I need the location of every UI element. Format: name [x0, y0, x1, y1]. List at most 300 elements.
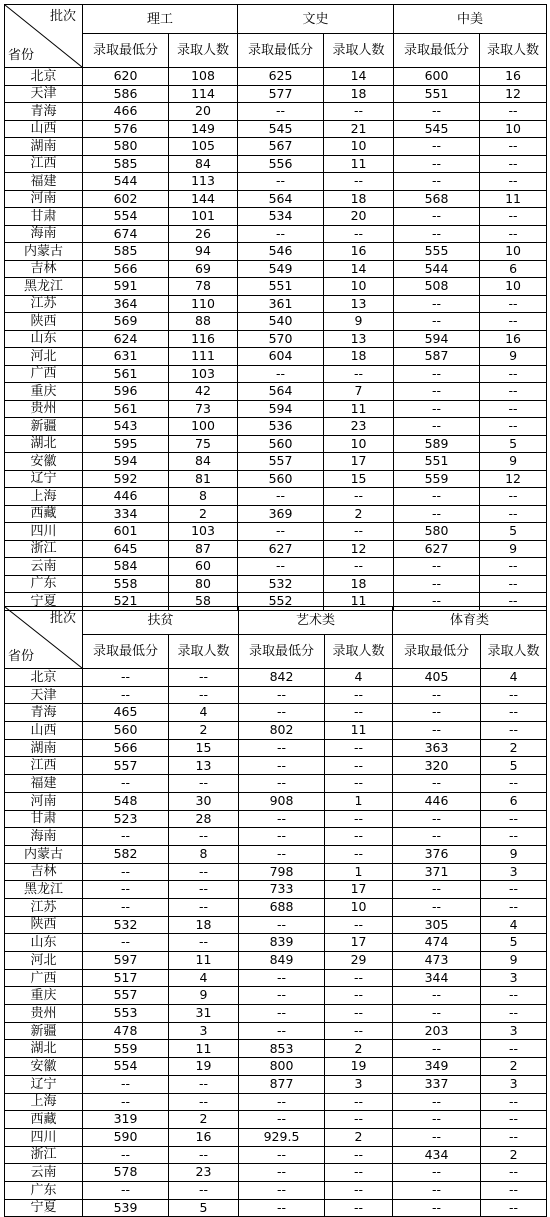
province-cell: 湖北 [5, 1040, 83, 1058]
table-row [5, 1128, 547, 1146]
count-cell: 15 [169, 739, 239, 757]
province-cell: 陕西 [5, 916, 83, 934]
count-cell: -- [325, 757, 393, 775]
min-score-cell: -- [239, 810, 325, 828]
count-cell: 30 [169, 792, 239, 810]
table-row [5, 952, 547, 970]
count-cell: -- [325, 775, 393, 793]
table-row [5, 686, 547, 704]
province-cell: 福建 [5, 173, 83, 191]
province-cell: 甘肃 [5, 208, 83, 226]
count-cell: 10 [324, 278, 394, 296]
min-score-header: 录取最低分 [394, 34, 480, 68]
min-score-cell: 545 [394, 120, 480, 138]
count-cell: -- [169, 934, 239, 952]
count-cell: -- [169, 898, 239, 916]
count-cell: -- [325, 828, 393, 846]
count-cell: -- [324, 225, 394, 243]
province-cell: 广西 [5, 365, 83, 383]
count-cell: -- [325, 704, 393, 722]
min-score-header: 录取最低分 [239, 635, 325, 669]
min-score-cell: -- [239, 1111, 325, 1129]
min-score-cell: 544 [83, 173, 169, 191]
table-row [5, 881, 547, 899]
min-score-cell: -- [83, 669, 169, 687]
min-score-cell: -- [239, 1022, 325, 1040]
min-score-cell: 337 [393, 1075, 481, 1093]
count-cell: 2 [481, 739, 547, 757]
min-score-cell: 544 [394, 260, 480, 278]
table-row [5, 523, 547, 541]
province-cell: 浙江 [5, 540, 83, 558]
min-score-cell: -- [238, 523, 324, 541]
min-score-cell: -- [394, 313, 480, 331]
count-cell: -- [481, 686, 547, 704]
province-cell: 湖南 [5, 138, 83, 156]
min-score-cell: -- [83, 1181, 169, 1199]
min-score-cell: -- [239, 775, 325, 793]
table-row [5, 828, 547, 846]
min-score-cell: -- [239, 1164, 325, 1182]
count-cell: 84 [169, 155, 238, 173]
count-cell: 116 [169, 330, 238, 348]
count-cell: 69 [169, 260, 238, 278]
min-score-cell: 532 [83, 916, 169, 934]
count-cell: -- [480, 488, 547, 506]
province-cell: 吉林 [5, 863, 83, 881]
province-cell: 内蒙古 [5, 845, 83, 863]
min-score-cell: 566 [83, 260, 169, 278]
min-score-cell: 474 [393, 934, 481, 952]
count-header: 录取人数 [169, 635, 239, 669]
min-score-cell: -- [393, 1111, 481, 1129]
min-score-cell: -- [394, 138, 480, 156]
count-cell: 28 [169, 810, 239, 828]
province-cell: 湖北 [5, 435, 83, 453]
table-row [5, 505, 547, 523]
min-score-cell: -- [393, 1164, 481, 1182]
count-cell: -- [480, 593, 547, 611]
count-cell: 9 [480, 453, 547, 471]
count-cell: -- [481, 1005, 547, 1023]
count-cell: 5 [481, 757, 547, 775]
min-score-cell: -- [239, 969, 325, 987]
table-row [5, 190, 547, 208]
count-cell: 18 [324, 348, 394, 366]
count-cell: -- [169, 1146, 239, 1164]
table-row [5, 365, 547, 383]
count-cell: 100 [169, 418, 238, 436]
min-score-cell: 587 [394, 348, 480, 366]
min-score-cell: -- [393, 881, 481, 899]
province-cell: 贵州 [5, 1005, 83, 1023]
count-cell: 87 [169, 540, 238, 558]
min-score-cell: 557 [238, 453, 324, 471]
count-cell: 4 [169, 704, 239, 722]
min-score-cell: 582 [83, 845, 169, 863]
count-cell: -- [481, 1181, 547, 1199]
count-cell: -- [325, 845, 393, 863]
min-score-cell: -- [394, 575, 480, 593]
count-cell: -- [480, 505, 547, 523]
province-cell: 重庆 [5, 383, 83, 401]
min-score-cell: 363 [393, 739, 481, 757]
min-score-cell: 517 [83, 969, 169, 987]
count-cell: 20 [324, 208, 394, 226]
min-score-cell: 540 [238, 313, 324, 331]
province-cell: 广东 [5, 1181, 83, 1199]
min-score-cell: -- [239, 686, 325, 704]
count-cell: 11 [169, 1040, 239, 1058]
table-row [5, 383, 547, 401]
count-cell: 31 [169, 1005, 239, 1023]
count-cell: -- [480, 225, 547, 243]
count-cell: 11 [325, 722, 393, 740]
min-score-cell: -- [394, 155, 480, 173]
min-score-cell: -- [83, 775, 169, 793]
table-row [5, 704, 547, 722]
count-cell: 17 [324, 453, 394, 471]
min-score-header: 录取最低分 [238, 34, 324, 68]
table-row [5, 1022, 547, 1040]
count-cell: 21 [324, 120, 394, 138]
province-cell: 天津 [5, 85, 83, 103]
min-score-cell: -- [83, 881, 169, 899]
min-score-cell: 645 [83, 540, 169, 558]
min-score-cell: 557 [83, 757, 169, 775]
min-score-cell: 577 [238, 85, 324, 103]
count-cell: 4 [481, 916, 547, 934]
province-cell: 北京 [5, 68, 83, 86]
province-cell: 四川 [5, 523, 83, 541]
province-cell: 青海 [5, 704, 83, 722]
count-cell: -- [169, 1181, 239, 1199]
table-row [5, 330, 547, 348]
min-score-cell: 554 [83, 208, 169, 226]
count-cell: -- [325, 810, 393, 828]
group-header: 理工 [83, 5, 238, 34]
min-score-cell: -- [394, 225, 480, 243]
count-header: 录取人数 [480, 34, 547, 68]
corner-batch-label: 批次 [49, 611, 76, 626]
min-score-cell: 594 [83, 453, 169, 471]
min-score-cell: 319 [83, 1111, 169, 1129]
min-score-cell: -- [394, 103, 480, 121]
corner-header [5, 607, 83, 669]
count-cell: -- [481, 898, 547, 916]
count-cell: -- [324, 173, 394, 191]
count-cell: -- [325, 1111, 393, 1129]
min-score-cell: 584 [83, 558, 169, 576]
count-cell: 5 [481, 934, 547, 952]
min-score-cell: 545 [238, 120, 324, 138]
table-row [5, 1164, 547, 1182]
count-cell: 17 [325, 881, 393, 899]
min-score-cell: 595 [83, 435, 169, 453]
min-score-cell: 566 [83, 739, 169, 757]
corner-province-label: 省份 [8, 649, 35, 664]
count-cell: -- [480, 208, 547, 226]
min-score-cell: -- [394, 558, 480, 576]
min-score-cell: -- [239, 916, 325, 934]
table-row [5, 138, 547, 156]
count-cell: -- [481, 1128, 547, 1146]
count-cell: 105 [169, 138, 238, 156]
province-cell: 新疆 [5, 418, 83, 436]
province-cell: 山东 [5, 330, 83, 348]
min-score-cell: -- [394, 488, 480, 506]
min-score-cell: 842 [239, 669, 325, 687]
min-score-cell: -- [83, 828, 169, 846]
count-cell: 19 [325, 1058, 393, 1076]
count-cell: 94 [169, 243, 238, 261]
min-score-cell: -- [394, 400, 480, 418]
count-cell: 18 [169, 916, 239, 934]
province-cell: 浙江 [5, 1146, 83, 1164]
count-cell: 80 [169, 575, 238, 593]
min-score-cell: 532 [238, 575, 324, 593]
province-cell: 山西 [5, 120, 83, 138]
min-score-cell: 585 [83, 243, 169, 261]
count-cell: -- [324, 558, 394, 576]
table-row [5, 739, 547, 757]
min-score-cell: 564 [238, 383, 324, 401]
count-cell: 60 [169, 558, 238, 576]
count-cell: -- [481, 810, 547, 828]
table-row [5, 173, 547, 191]
table-row [5, 155, 547, 173]
min-score-cell: -- [239, 987, 325, 1005]
min-score-cell: 466 [83, 103, 169, 121]
count-cell: -- [481, 1164, 547, 1182]
table-row [5, 810, 547, 828]
count-cell: 58 [169, 593, 238, 611]
min-score-cell: 839 [239, 934, 325, 952]
count-cell: 17 [325, 934, 393, 952]
group-header: 中美 [394, 5, 547, 34]
min-score-cell: 558 [83, 575, 169, 593]
count-cell: -- [324, 103, 394, 121]
count-cell: -- [169, 863, 239, 881]
min-score-cell: 602 [83, 190, 169, 208]
count-cell: -- [481, 1199, 547, 1217]
count-cell: -- [325, 739, 393, 757]
province-cell: 新疆 [5, 1022, 83, 1040]
count-cell: -- [480, 558, 547, 576]
min-score-cell: 594 [238, 400, 324, 418]
min-score-cell: 849 [239, 952, 325, 970]
min-score-cell: 446 [393, 792, 481, 810]
min-score-cell: 203 [393, 1022, 481, 1040]
min-score-cell: -- [393, 810, 481, 828]
table-row [5, 845, 547, 863]
min-score-cell: 523 [83, 810, 169, 828]
min-score-cell: 570 [238, 330, 324, 348]
min-score-cell: -- [393, 704, 481, 722]
province-cell: 黑龙江 [5, 881, 83, 899]
count-cell: 3 [325, 1075, 393, 1093]
min-score-cell: 361 [238, 295, 324, 313]
table-row [5, 313, 547, 331]
count-cell: 19 [169, 1058, 239, 1076]
group-header: 扶贫 [83, 607, 239, 635]
province-cell: 上海 [5, 1093, 83, 1111]
min-score-cell: 539 [83, 1199, 169, 1217]
min-score-cell: -- [238, 488, 324, 506]
min-score-cell: 590 [83, 1128, 169, 1146]
min-score-cell: -- [239, 1146, 325, 1164]
province-cell: 安徽 [5, 453, 83, 471]
count-cell: 149 [169, 120, 238, 138]
table-row [5, 435, 547, 453]
min-score-cell: 554 [83, 1058, 169, 1076]
min-score-cell: 800 [239, 1058, 325, 1076]
min-score-cell: -- [393, 686, 481, 704]
province-cell: 河北 [5, 952, 83, 970]
province-cell: 山西 [5, 722, 83, 740]
min-score-cell: 536 [238, 418, 324, 436]
count-header: 录取人数 [169, 34, 238, 68]
group-header: 体育类 [393, 607, 547, 635]
table-row [5, 260, 547, 278]
count-cell: 16 [480, 330, 547, 348]
min-score-cell: -- [83, 863, 169, 881]
min-score-cell: 553 [83, 1005, 169, 1023]
count-cell: 2 [324, 505, 394, 523]
count-cell: 9 [169, 987, 239, 1005]
min-score-cell: -- [394, 593, 480, 611]
min-score-cell: 334 [83, 505, 169, 523]
table-row [5, 1111, 547, 1129]
province-cell: 重庆 [5, 987, 83, 1005]
table-row [5, 898, 547, 916]
min-score-cell: 631 [83, 348, 169, 366]
count-cell: 73 [169, 400, 238, 418]
count-cell: -- [481, 1111, 547, 1129]
count-cell: -- [324, 365, 394, 383]
count-cell: -- [481, 722, 547, 740]
count-cell: 2 [169, 722, 239, 740]
count-cell: -- [325, 916, 393, 934]
table-row [5, 225, 547, 243]
min-score-cell: 559 [83, 1040, 169, 1058]
min-score-cell: -- [393, 1093, 481, 1111]
table-row [5, 722, 547, 740]
min-score-cell: -- [238, 173, 324, 191]
min-score-cell: 446 [83, 488, 169, 506]
count-cell: -- [480, 575, 547, 593]
min-score-cell: 478 [83, 1022, 169, 1040]
province-cell: 贵州 [5, 400, 83, 418]
count-cell: 3 [481, 1075, 547, 1093]
table-row [5, 1146, 547, 1164]
province-cell: 宁夏 [5, 1199, 83, 1217]
province-cell: 辽宁 [5, 1075, 83, 1093]
min-score-cell: 508 [394, 278, 480, 296]
table-row [5, 208, 547, 226]
min-score-cell: 557 [83, 987, 169, 1005]
min-score-cell: -- [238, 103, 324, 121]
count-cell: 29 [325, 952, 393, 970]
min-score-cell: -- [394, 295, 480, 313]
count-cell: -- [325, 1022, 393, 1040]
count-cell: 10 [480, 120, 547, 138]
province-cell: 江苏 [5, 295, 83, 313]
count-cell: -- [480, 313, 547, 331]
province-cell: 西藏 [5, 1111, 83, 1129]
min-score-cell: 853 [239, 1040, 325, 1058]
province-cell: 上海 [5, 488, 83, 506]
count-cell: 13 [324, 330, 394, 348]
min-score-cell: -- [393, 722, 481, 740]
min-score-cell: -- [238, 558, 324, 576]
table-row [5, 1040, 547, 1058]
corner-province-label: 省份 [8, 48, 35, 63]
count-cell: 4 [169, 969, 239, 987]
count-cell: 88 [169, 313, 238, 331]
min-score-cell: 534 [238, 208, 324, 226]
count-cell: 18 [324, 190, 394, 208]
table-row [5, 470, 547, 488]
count-cell: -- [325, 1181, 393, 1199]
count-cell: 11 [480, 190, 547, 208]
min-score-cell: -- [83, 1093, 169, 1111]
province-cell: 河北 [5, 348, 83, 366]
count-cell: 10 [480, 278, 547, 296]
count-cell: 9 [481, 845, 547, 863]
count-cell: -- [169, 1093, 239, 1111]
min-score-cell: -- [393, 1181, 481, 1199]
province-cell: 辽宁 [5, 470, 83, 488]
min-score-cell: 559 [394, 470, 480, 488]
table-row [5, 348, 547, 366]
table-row [5, 103, 547, 121]
count-cell: -- [480, 365, 547, 383]
min-score-cell: -- [394, 365, 480, 383]
count-cell: -- [480, 418, 547, 436]
count-cell: -- [325, 1199, 393, 1217]
min-score-cell: 364 [83, 295, 169, 313]
min-score-cell: 578 [83, 1164, 169, 1182]
count-cell: 103 [169, 523, 238, 541]
min-score-cell: 596 [83, 383, 169, 401]
province-cell: 福建 [5, 775, 83, 793]
count-cell: -- [480, 173, 547, 191]
table-row [5, 243, 547, 261]
count-cell: -- [481, 1040, 547, 1058]
table-row [5, 85, 547, 103]
count-cell: -- [480, 295, 547, 313]
min-score-cell: 620 [83, 68, 169, 86]
count-cell: 23 [324, 418, 394, 436]
province-cell: 天津 [5, 686, 83, 704]
min-score-cell: -- [393, 1005, 481, 1023]
count-cell: -- [169, 775, 239, 793]
min-score-cell: 405 [393, 669, 481, 687]
table-row [5, 558, 547, 576]
count-cell: 2 [481, 1058, 547, 1076]
province-cell: 云南 [5, 558, 83, 576]
count-cell: -- [481, 881, 547, 899]
count-cell: -- [480, 383, 547, 401]
table-row [5, 987, 547, 1005]
table-row [5, 68, 547, 86]
count-cell: 2 [169, 1111, 239, 1129]
count-cell: -- [480, 103, 547, 121]
count-cell: 3 [169, 1022, 239, 1040]
count-cell: -- [325, 1164, 393, 1182]
min-score-cell: 560 [238, 470, 324, 488]
